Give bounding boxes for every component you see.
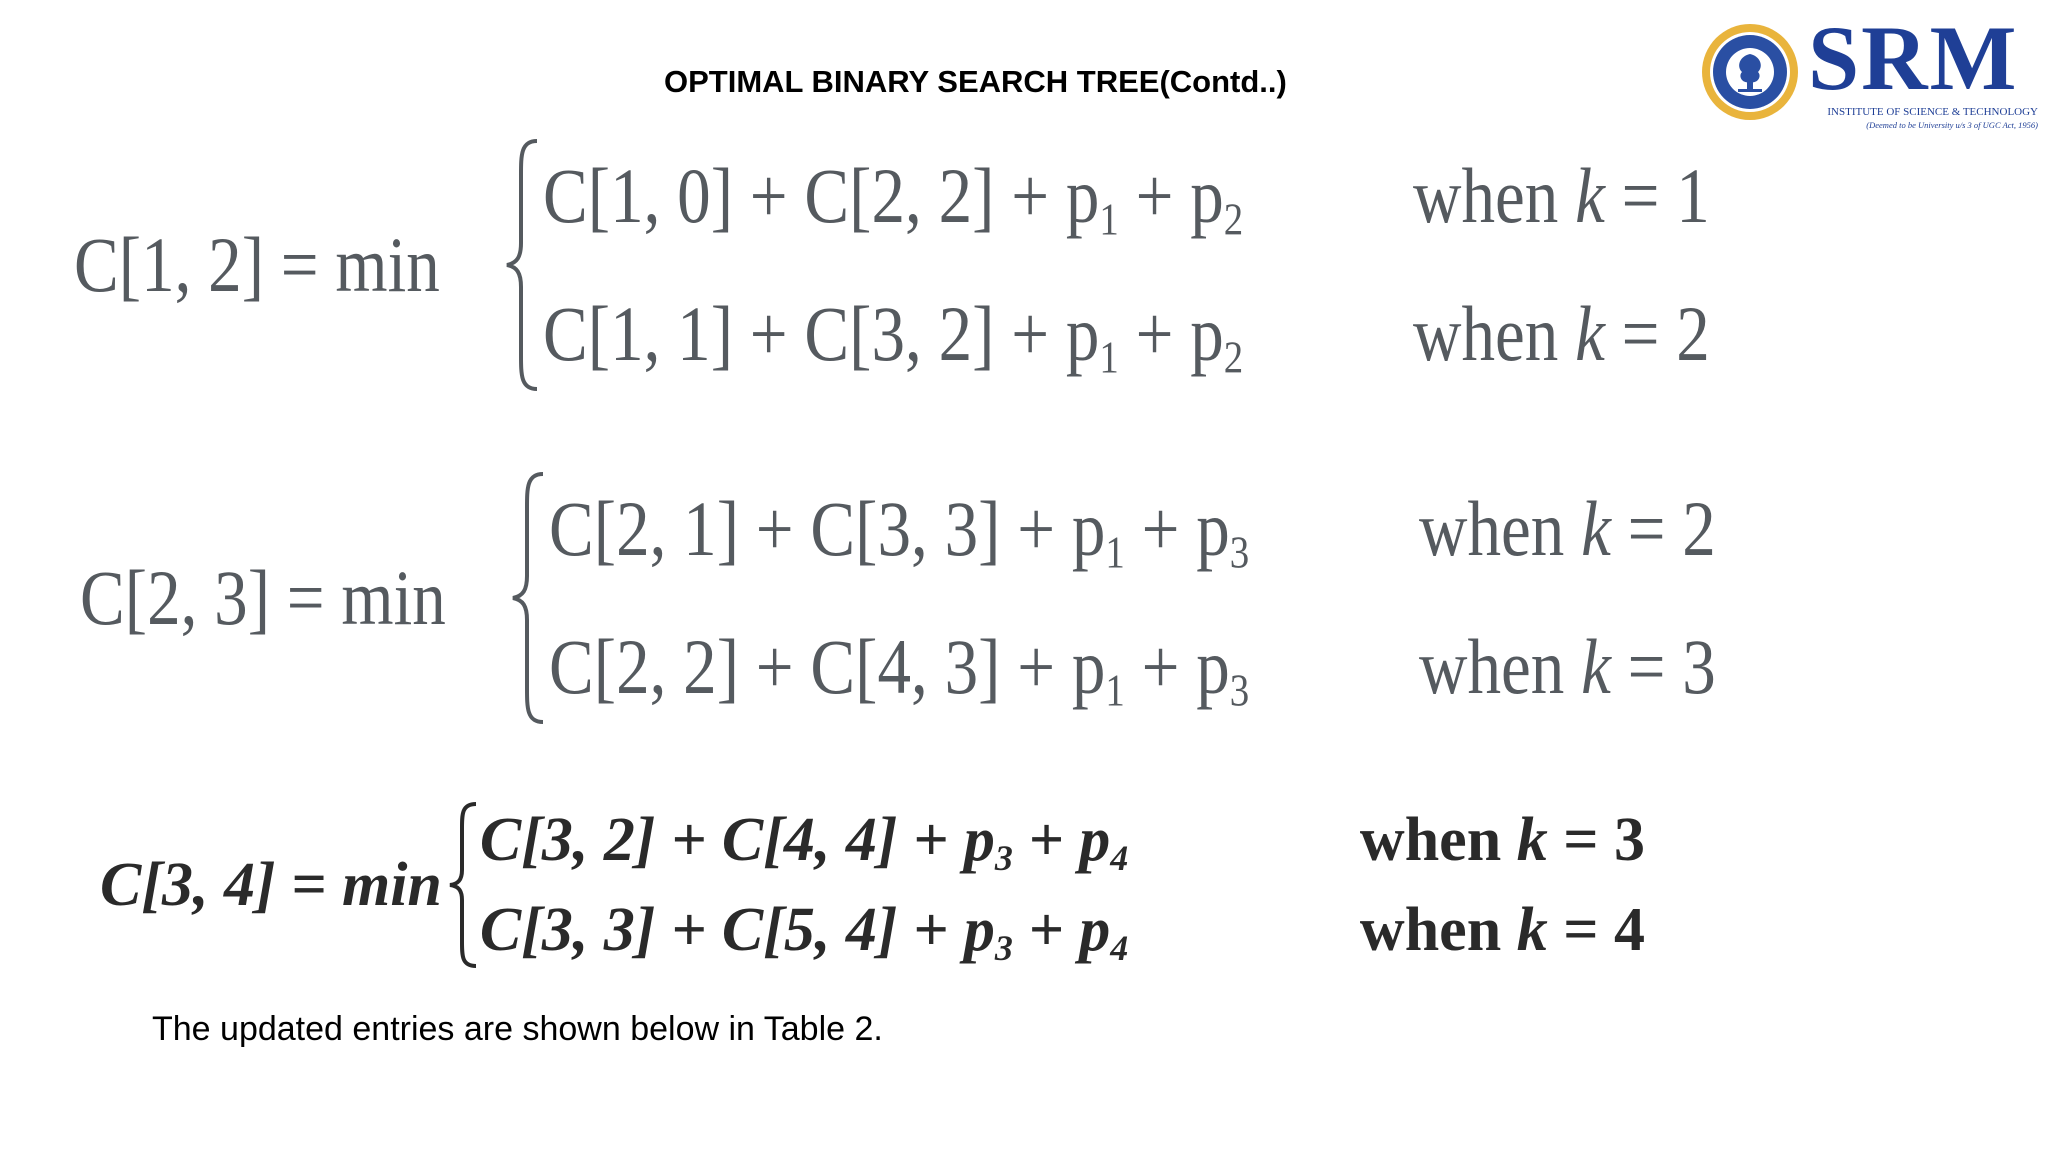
case-expression: C[2, 2] + C[4, $3] + p_1 + p_3$ xyxy=(549,623,1250,716)
logo-wordmark: SRM xyxy=(1808,7,2019,109)
case-expression: C[1, 0] + C[2, $2] + p_1 + p_2$ xyxy=(543,152,1244,245)
case-condition: when k = 4 xyxy=(1359,895,1646,964)
cases xyxy=(549,460,1764,736)
caption-text: The updated entries are shown below in Table 2. xyxy=(152,1010,883,1048)
case-expression: C[2, 1] + C[3, $3] + p_1 + p_3$ xyxy=(549,485,1250,578)
left-brace xyxy=(509,468,549,728)
case-expression: C[3, 3] + C[5, $4] + p_3 + p_4$ xyxy=(479,895,1129,968)
equation-lhs: C[3, 4] = min xyxy=(100,850,442,919)
case-condition: when k = 3 xyxy=(1359,805,1646,874)
equation-c23 xyxy=(80,468,1764,728)
case-row xyxy=(480,885,1645,975)
logo-subtitle-line2: (Deemed to be University u/s 3 of UGC Act, 1956) xyxy=(1866,120,2038,130)
case-expression: C[3, 2] + C[4, $4] + p_3 + p_4$ xyxy=(479,805,1129,878)
equation-c34 xyxy=(100,800,1645,970)
case-row xyxy=(543,127,1758,265)
equation-c12 xyxy=(74,135,1758,395)
case-condition: when k = 2 xyxy=(1419,485,1717,572)
equation-lhs: C[1, 2] = min xyxy=(74,221,440,308)
case-condition: when k = 1 xyxy=(1413,152,1711,239)
case-row xyxy=(549,460,1764,598)
university-seal-icon xyxy=(1700,22,1800,122)
case-expression: C[1, 1] + C[3, $2] + p_1 + p_2$ xyxy=(543,290,1244,383)
case-row xyxy=(480,795,1645,885)
case-condition: when k = 2 xyxy=(1413,290,1711,377)
case-row xyxy=(549,598,1764,736)
case-row xyxy=(543,265,1758,403)
logo-subtitle xyxy=(1812,106,2038,132)
cases xyxy=(543,127,1758,403)
logo-subtitle-line1: INSTITUTE OF SCIENCE & TECHNOLOGY xyxy=(1827,106,2038,118)
case-condition: when k = 3 xyxy=(1419,623,1717,710)
srm-logo xyxy=(1700,7,2040,136)
left-brace xyxy=(446,800,480,970)
slide-title: OPTIMAL BINARY SEARCH TREE(Contd..) xyxy=(664,64,1287,99)
equation-lhs: C[2, 3] = min xyxy=(80,554,446,641)
cases xyxy=(480,795,1645,975)
left-brace xyxy=(503,135,543,395)
